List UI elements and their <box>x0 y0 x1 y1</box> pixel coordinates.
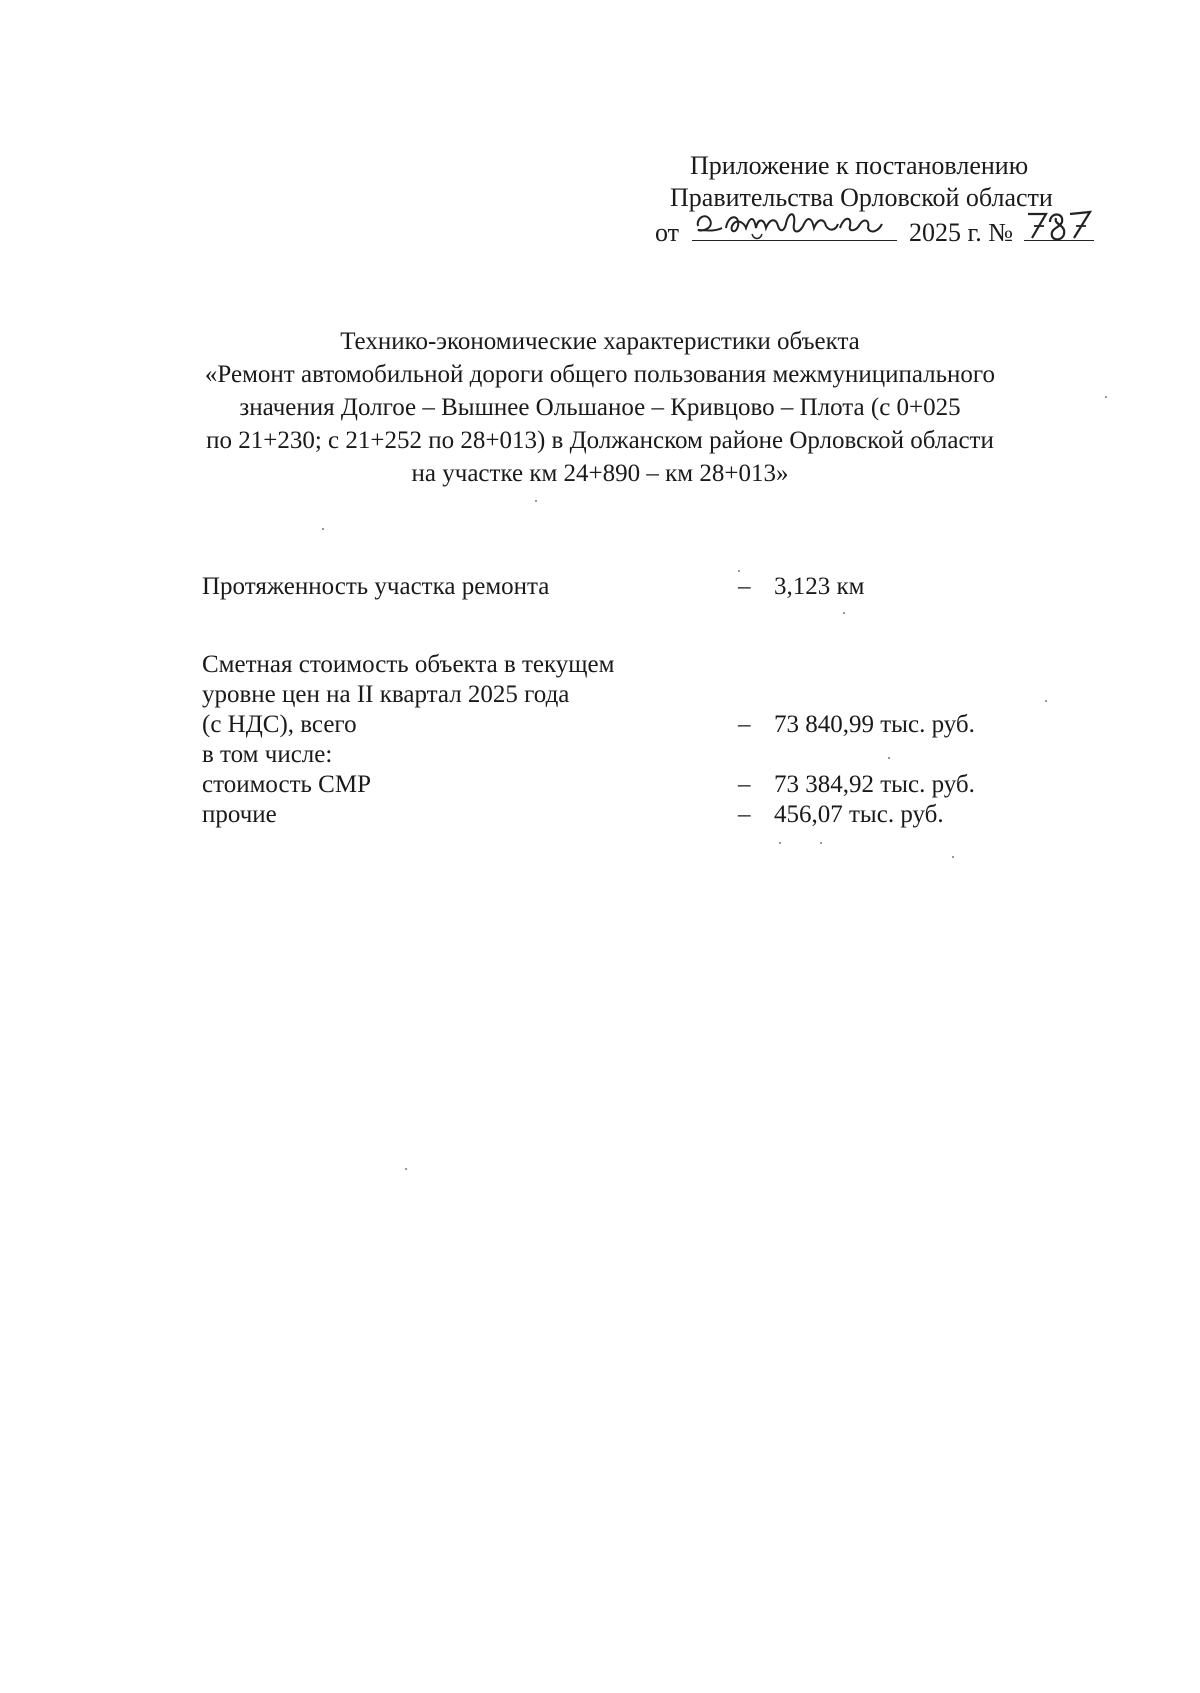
scan-speck <box>405 1168 407 1170</box>
spec-including-label <box>202 740 1082 770</box>
spec-cost-label-line-2 <box>202 680 1082 710</box>
spec-value: 73 384,92 тыс. руб. <box>774 771 975 798</box>
date-year-number-label: 2025 г. № <box>909 218 1014 247</box>
appendix-line-2: Правительства Орловской области <box>670 183 1053 212</box>
scan-speck <box>843 612 845 614</box>
spec-row-smr <box>202 770 1082 800</box>
spec-label: Сметная стоимость объекта в текущем <box>202 651 615 678</box>
scan-speck <box>535 500 537 502</box>
spec-row-length <box>202 572 1082 602</box>
scan-speck <box>738 570 740 572</box>
handwritten-number-signature <box>1024 204 1094 244</box>
title-line-4: по 21+230; с 21+252 по 28+013) в Должанском районе Орловской области <box>206 427 994 454</box>
scan-speck <box>1045 700 1047 702</box>
title-line-3: значения Долгое – Вышнее Ольшаное – Кривцово – Плота (с 0+025 <box>239 394 961 421</box>
handwritten-date-signature <box>692 204 897 244</box>
scan-speck <box>322 528 324 530</box>
spec-label: стоимость СМР <box>202 771 371 798</box>
document-title <box>150 325 1050 490</box>
characteristics-list <box>202 572 1082 830</box>
spec-value: 73 840,99 тыс. руб. <box>774 711 975 738</box>
title-line-2: «Ремонт автомобильной дороги общего пользования межмуниципального <box>204 361 996 388</box>
spec-label: в том числе: <box>202 741 333 768</box>
spec-value: 456,07 тыс. руб. <box>774 801 944 828</box>
scan-speck <box>952 856 954 858</box>
date-prefix: от <box>655 218 680 247</box>
spec-label: Протяженность участка ремонта <box>202 573 550 600</box>
spec-value: 3,123 км <box>774 573 865 600</box>
spec-dash: – <box>738 573 751 600</box>
spec-label: (с НДС), всего <box>202 711 357 738</box>
spec-row-other <box>202 800 1082 830</box>
spacer <box>202 602 1082 650</box>
spec-cost-label-line-1 <box>202 650 1082 680</box>
appendix-line-1: Приложение к постановлению <box>690 151 1029 180</box>
scan-speck <box>820 842 822 844</box>
appendix-header <box>640 150 1090 254</box>
appendix-date-line <box>640 214 1090 254</box>
spec-label: уровне цен на II квартал 2025 года <box>202 681 570 708</box>
spec-dash: – <box>738 711 751 738</box>
title-line-5: на участке км 24+890 – км 28+013» <box>411 460 789 487</box>
date-field <box>692 214 897 241</box>
title-line-1: Технико-экономические характеристики объекта <box>340 328 860 355</box>
spec-dash: – <box>738 771 751 798</box>
number-field <box>1024 214 1094 241</box>
spec-label: прочие <box>202 801 277 828</box>
spec-dash: – <box>738 801 751 828</box>
scan-speck <box>1105 396 1107 398</box>
scan-speck <box>888 757 890 759</box>
spec-row-total <box>202 710 1082 740</box>
scan-speck <box>779 842 781 844</box>
